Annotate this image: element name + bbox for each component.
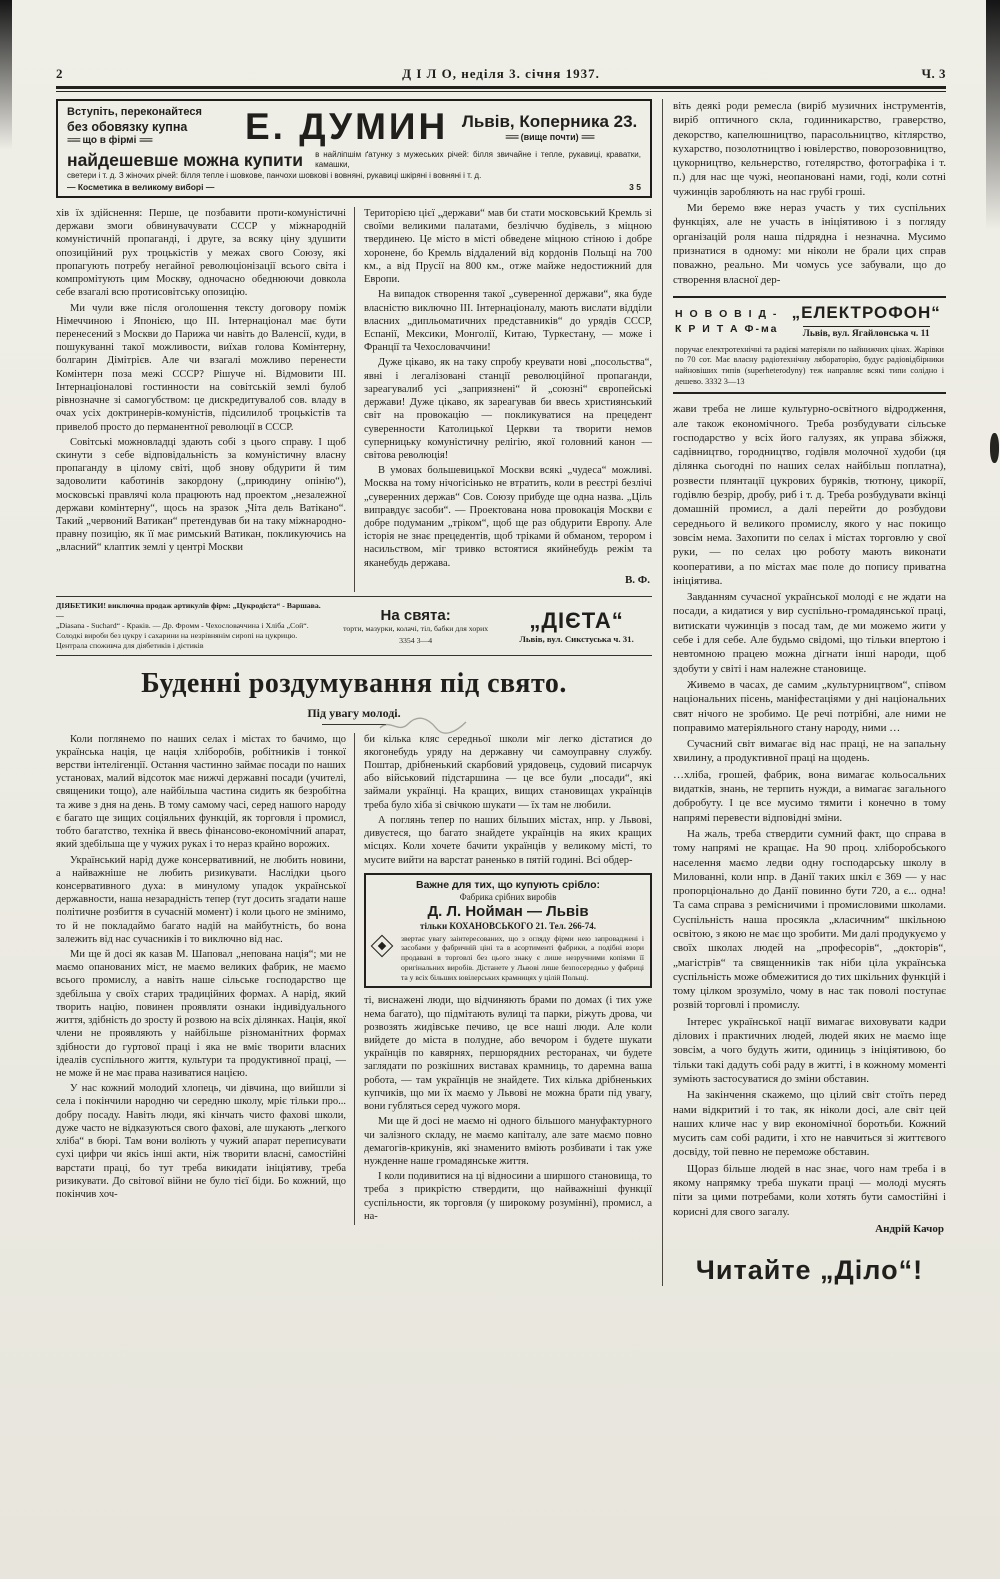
article2-column-2 bbox=[354, 733, 652, 1226]
ad-text: (вище почти) bbox=[520, 132, 579, 142]
dieta-ad-text bbox=[56, 601, 330, 652]
article-subtitle: Під увагу молоді. bbox=[307, 705, 401, 720]
dumyn-ad-slogan-row bbox=[67, 150, 641, 171]
article-paragraph: На жаль, треба ствердити сумний факт, що справа в тому напрямі не кращає. На 90 проц. хліборобського населення маємо ледви одну господарську школу в Милованні, коли нпр. в Данії таких шкіл є 369 — у нас пропорціонально до Данії повинно бути 720, а є... одна! Та сама справа з ремісничими і промисловими школами. Суспільність наша просякла „класичним“ шкільною освітою, з якою не має що зробити. Ми далі продукуємо у своїх школах людей на „професорів“, „докторів“, „магістрів“ та священників так ніби ціла українська суспільність може обмежитися до тих шкільних функцій і тому цілком зрозуміло, чому в нас так поволі поступає розвій торговлі і промислу. bbox=[673, 827, 946, 1012]
article-headline: Буденні роздумування під свято. bbox=[141, 667, 567, 699]
ad-address: Львів, Коперника 23. bbox=[461, 112, 638, 131]
ad-text: К Р И Т А Ф-ма bbox=[675, 322, 779, 335]
article-paragraph: би кілька кляс середньої школи міг легко дістатися до якогонебудь уряду на державну чи самоуправну службу. Поштар, дрібненький скарбовий урядовець, судовий писарчук або військовий підстаршина — це все були „посади“, які займали українці. На кращих, вищих становищах українців треба було хіба зі свічкою шукати — їх там не любили. bbox=[364, 733, 652, 811]
electrofon-ad-name-block bbox=[788, 303, 944, 341]
dieta-ad bbox=[56, 596, 652, 656]
dumyn-ad-bottom-row bbox=[67, 182, 641, 192]
scan-artifact bbox=[986, 0, 1000, 230]
ad-opened-label bbox=[675, 307, 778, 337]
ad-details: светери і т. д. З жіночих річей: білля тепле і шовкове, панчохи шовкові і вовняні, рукавиці шкіряні і вовняні і т. д. bbox=[67, 171, 482, 180]
ad-text: „Diasana - Suchard“ - Краків. — Др. Фромм - Чехословаччина і Хліба „Сой“. bbox=[56, 621, 309, 631]
rule-decor-icon: ≡≡≡ bbox=[139, 135, 152, 146]
electrofon-ad bbox=[673, 296, 946, 394]
article1-column-1 bbox=[56, 207, 354, 592]
ad-text: ДІЯБЕТИКИ! виключна продаж артикулів фірм: „Цукродієта“ - Варшава. — bbox=[56, 600, 321, 621]
firm-name: „ЕЛЕКТРОФОН“ bbox=[791, 302, 941, 322]
article-paragraph: Щораз більше людей в нас знає, чого нам треба і в якому напрямку треба шукати праці — молоді мусять піти за цими потребами, коли хотять бути самостійні і корисні для свого загалу. bbox=[673, 1162, 946, 1218]
ad-holidays-items: торти, мазурки, колачі, тіл, бабки для хорих bbox=[343, 624, 489, 634]
dumyn-ad-top-row bbox=[67, 106, 641, 148]
article-subtitle-block bbox=[56, 704, 652, 725]
article-paragraph: Інтерес української нації вимагає виховувати кадри ділових і практичних людей, людей яких не маємо іще зовсім, а чого будуть жити, одиниць з ініціятивою, бо тільки такі дадуть собі раду в житті, і в кожному моменті зуміють застосуватися до зміни обставин. bbox=[673, 1015, 946, 1085]
ad-text: звертає увагу заінтересованих, що з огляду фірми нею запроваджені і засобами у фабричній ціні та в асортименті фабрики, а подібні взори продавані в торговлі без цього знаку є лише незручними копіями її оригінальних виробів. Дістанете у Львові лише безпосередньо у фабриці та у всіх більших ювілерських крамницях у цілій Польщі. bbox=[401, 933, 644, 982]
scan-artifact bbox=[0, 0, 12, 150]
dieta-ad-name-block bbox=[501, 608, 652, 644]
article2-column-1 bbox=[56, 733, 354, 1226]
ad-subheading: Фабрика срібних виробів bbox=[459, 891, 557, 902]
ad-details: в найліпшім ґатунку з мужеських річей: білля звичайне і тепле, рукавиці, краватки, камашки, bbox=[315, 150, 641, 169]
article-paragraph: А поглянь тепер по наших більших містах, нпр. у Львові, дивуєтеся, що багато знайдете українців на яких кращих місцях. Коли хочете бачити українців у великому місті, то мусите вийти на варстат раненько в пятій годині. Всі обдер- bbox=[364, 814, 652, 866]
ad-address: Львів, вул. Сикстуська ч. 31. bbox=[519, 634, 634, 645]
page-number: 2 bbox=[56, 66, 63, 81]
article-paragraph: хів їх здійснення: Перше, це позбавити проти-комуністичні держави змоги обвинувачувати СССР у міжнародній комуністичній пропаганді, і друге, за всяку ціну здушити опозиційний рух троцькістів у межах свого Союзу, які пропагують потребу негайної революціонізації всього світа і компромітують цим Москву, одночасно обеднюючи довкола себе взагалі всю протисовітську опозицію. bbox=[56, 208, 346, 299]
article-paragraph: Коли поглянемо по наших селах і містах то бачимо, що українська нація, це нація хліборобів, робітників і тонкої верстви інтелігенції. Остання частинно займає посади по наших установах, малий відсоток має нижчі державні посади (учителі, священики тощо), але найбільша частина сидить як безробітна та живе з дня на день. В тому самому часі, серед нашого народу є багато ще зищих соціяльних функцій, як торговля і промисл, тобто багатство, техніка й ввесь фінансово-економічний апарат, який здебільша ще у чужих руках і то нераз крайно ворожих. bbox=[56, 733, 346, 851]
article-paragraph: У нас кожний молодий хлопець, чи дівчина, що вийшли зі села і покінчили народню чи середню школу, мріє тільки про... добру посаду. Навіть люди, які кінчать чисто фахові школи, дуже часто не відказуються свого фахові, але шукають „легкого хліба“ в бюрі. Там вони воліють у чужий апарат переписувати сухі цифри чи якісь інші акти, ніж творити власні, самостійні варстати праці, бо тут треба викидати ініціятиву, треба ризикувати. До світової війни не було тієї біди. Бо кожний, що покінчив хоч- bbox=[56, 1083, 346, 1200]
ad-heading: Важне для тих, що купують срібло: bbox=[415, 878, 600, 891]
neuman-ad-body-row bbox=[372, 934, 644, 983]
rule-decor-icon: ≡≡≡ bbox=[505, 132, 519, 142]
ad-address: Львів, вул. Ягайлонська ч. 11 bbox=[803, 326, 930, 339]
ad-text: Н О В О В І Д - bbox=[675, 307, 779, 320]
article2 bbox=[56, 733, 652, 1226]
article-paragraph: …хліба, грошей, фабрик, вона вимагає кольосальних видатків, знань, не терпить нужди, а вимагає загального добробуту. І це все мусимо тямити і конечно в тому напрямі перевести відповідні зміни. bbox=[673, 768, 946, 824]
article-paragraph: На закінчення скажемо, що цілий світ стоїть перед нами відкритий і то так, як ніколи досі, але світ цей наших кличе нас у вир економічної боротьби. Кожний мусить сам собі радити, і хто не навчиться зі життєвого досвіду, той певно не переможе обставин. bbox=[673, 1089, 946, 1159]
article-paragraph: Територією цієї „держави“ мав би стати московський Кремль зі своїми великими палатами, безліччю будівель, з міцною твердинею. Це місто в місті обведене міцною стіною і добре хоронене, бо Кремль віддалений від кордонів Польщі на 700 км., а від Прусії на 800 км., отже майже недостижний для Европи. bbox=[364, 208, 652, 286]
article-paragraph: Дуже цікаво, як на таку спробу креувати нові „посольства“, явні і легалізовані станції революційної пропаганди, зареагувалиб усі „заприязнені“ й „союзні“ європейські держави! Дуже цікаво, як зареагував би ввесь християнський світ на провокацію — покликуватися на прецедент суверенности Католицької Церкви та творити немов суперницьку комуністичну релігію, якої головний канон — світова революція! bbox=[364, 357, 652, 461]
article-paragraph: віть деякі роди ремесла (виріб музичних інструментів, виріб оптичного скла, годинникарство, граверство, декорство, капелюшництво, парасольництво, кітлярство, кухарство, позолотництво і ювілерство, поворозовництво, цукорництво, кельнерство, готелярство, фотографіка і т. п.) для нас ще чужі, неопановані нами, годі, коли сотні чужинців заробляють на нас грубі гроші. bbox=[673, 100, 946, 198]
page-body bbox=[56, 99, 946, 1286]
firm-name: Д. Л. Нойман — Львів bbox=[427, 902, 589, 920]
page-header bbox=[56, 66, 946, 82]
subtitle-rule bbox=[322, 724, 386, 725]
header-rule bbox=[56, 86, 946, 92]
dumyn-ad bbox=[56, 99, 652, 198]
neuman-ad bbox=[364, 873, 652, 989]
ad-text: що в фірмі bbox=[82, 135, 137, 147]
article1-column-2 bbox=[354, 207, 652, 592]
article-paragraph: Український нарід дуже консервативний, не любить новини, а найважніше не любить ризикувати. Наслідки цього консервативного духа: в минулому упадок української державности, наша незарадність тепер (тут досить згадати наше політичне розбиття в сучасній момент) і коли цього не змінимо, то й не покладаймо багато надій на майбутність, бо вона залежить від нас сучасників і то виключно від нас. bbox=[56, 854, 346, 945]
article-paragraph: В умовах большевицької Москви всякі „чудеса“ можливі. Москва на тому нічогісінько не втратить, коли в реєстрі безлічі „суверенних держав“ Сов. Союзу прибуде ще одна назва. „Ціль виправдує засоби“. — Проектована нова провокація Москви є добре подуманим „тріком“, щоб ще раз обдурити Европу. Але історія не знає прецедентів, щоб тріками й обманом, терором і насильством, міг тривко встоятися якийнебудь режім та яканебудь держава. bbox=[364, 465, 652, 569]
right-column bbox=[662, 99, 946, 1286]
article-paragraph: Живемо в часах, де самим „культурництвом“, співом національних пісень, маніфестаціями у дні національних свят нічого не зробимо. Це речі потрібні, але ними не поправимо матеріяльного стану народу, ними … bbox=[673, 678, 946, 734]
rule-decor-icon: ≡≡≡ bbox=[581, 132, 594, 142]
article-paragraph: На випадок створення такої „суверенної держави“, яка буде власністю виключно ІІІ. Інтернаціоналу, мають вислати відділи власних „дипльоматичних представників“ до урядів СССР, Еспанії, Мексики, Монголії, Китаю, Туркестану, — може і Франції та Чехословаччини! bbox=[364, 289, 652, 354]
ad-text: Вступіть, переконайтеся bbox=[67, 106, 202, 119]
masthead: Д І Л О, неділя 3. січня 1937. bbox=[402, 66, 600, 81]
ad-number: 3354 3—4 bbox=[399, 636, 433, 646]
dumyn-ad-intro bbox=[67, 106, 235, 148]
author-signature: Андрій Качор bbox=[875, 1222, 944, 1235]
article-paragraph: Завданням сучасної української молоді є не ждати на посади, а кидатися у вир суспільно-громадянської праці, витискати чужинців з посад там, де ми можемо жити у себе і для себе. Але будьмо свідомі, що тільки впертою і невтомною працею можна дігнати інші народи, щоб здобути у світі і нам належне становище. bbox=[673, 591, 946, 675]
ad-address: тільки КОХАНОВСЬКОГО 21. Тел. 266-74. bbox=[420, 920, 596, 931]
ad-text: поручає електротехнічні та радієві матеріяли по найнижчих цінах. Жарівки по 70 сот. Має власну радіотехнічну лябораторію, будує радіовідбірники найновіших типів (superheterodyny) теж направляє всякі типи солідно і дешево. 3332 3—13 bbox=[675, 344, 944, 386]
electrofon-ad-header bbox=[675, 303, 944, 341]
article-paragraph: жави треба не лише культурно-освітного відродження, але також економічного. Треба розбудувати сільське господарство у всіх його галузях, як управа збіжжя, садівництво, городництво, годівля молочної худоби (ця ділянка сьогодні по наших селах найбільш поплатна), розвести плянтації цукрових буряків, тютюну, цикорії, годівлю безрір, дробу, риб і т. д. Треба розбудувати вкінці домашній промисл, а далі перейти до розбудови середнього й великого промислу, якого у нас покищо зовсім нема. Захопити по селах і містах торговлю у свої руки, — по селах цю роботу мають виконати кооперативи, а по містах має поле до попису приватна ініціятива. bbox=[673, 403, 946, 587]
left-section bbox=[56, 99, 662, 1286]
read-dilo-slogan: Читайте „Діло“! bbox=[695, 1254, 924, 1285]
ad-text: Солодкі вироби без цукру і сахарини на незрівнянім сиропі на цукрицю. Централа споживча для діябетиків і дієтиків bbox=[56, 631, 298, 651]
article-paragraph: Ми ще й досі не маємо ні одного більшого мануфактурного чи залізного складу, не маємо капіталу, але зате маємо повно демагогів-крикунів, які знаменито вміють розбивати і так уже нужденне наше громадянське життя. bbox=[364, 1116, 652, 1167]
article-paragraph: ті, виснажені люди, що відчиняють брами по домах (і тих уже нема багато), що підмітають вулиці та парки, ріжуть дрова, чи розвозять жидівське печиво, це все наші люди. Але коли вийдете до міста в полудне, або вечором і будете шукати українців по кавярнях, першорядних ресторанах, чи будете заглядати по розкішних виставах крамниць, то даремна ваша робота, — там українців не знайдете. Тих кілька дрібненьких купчиків, що ми їх маємо у Львові не можна брати під увагу, вони губляться серед чужого моря. bbox=[364, 995, 652, 1113]
article-paragraph: Ми ще й досі як казав М. Шаповал „непована нація“; ми не маємо опанованих міст, не маємо великих фабрик, не маємо всього промислу, а навіть наше сільське господарство ще здебільша у своїх старих традиційних формах. А нарід, який творить націю, повинен проявляти ознаки індивідуального життя, здібність до зросту й розвою на всіх ділянках. Нація, якої члени не проявляють у найбільше різноманітних формах здібности до гуртової праці і яка не вміє творити власних ідеалів суспільного життя, культури та продуктивної праці, — не може й не має права називатися нацією. bbox=[56, 949, 346, 1079]
ad-address-note bbox=[458, 132, 641, 142]
ad-number: 3 5 bbox=[629, 182, 641, 192]
scan-artifact bbox=[990, 433, 999, 463]
article-paragraph: І коли подивитися на ці відносини а ширшого становища, то треба з прикрістю ствердити, що найважніші функції суспільности, як торговля (у широкому розумінні), промисл, а на- bbox=[364, 1171, 652, 1222]
article1 bbox=[56, 207, 652, 592]
rule-decor-icon: ≡≡≡ bbox=[67, 135, 80, 146]
ad-text bbox=[67, 135, 235, 148]
ad-text: без обовязку купна bbox=[67, 119, 188, 134]
ad-cosmetics: — Косметика в великому виборі — bbox=[67, 182, 215, 192]
ad-holidays-label: На свята: bbox=[380, 607, 451, 625]
article-paragraph: Сучасний світ вимагає від нас праці, не на запальну хвилину, а продуктивної праці на щодень. bbox=[673, 738, 946, 765]
ad-slogan: найдешевше можна купити bbox=[67, 150, 304, 170]
article-paragraph: Ми чули вже після оголошення тексту договору поміж Німеччиною і Японією, що ІІІ. Інтернаціонал має бути перенесений з Москви до Парижа чи навіть до Валенсії, куди, в пошукуванні такої можливости, виїхав голова Комінтерну, болгарин Дімітрієв. Але чи взагалі можливо перенести Комінтерн поза межі СССР? Рішуче ні. Відмовити ІІІ. Інтернаціоналові гостинности на совітській землі булоб рівнозначне зі самогубством: це дискредитувалоб сов. владу в очах усіх доктринерів-комуністів, підсилилоб троцькістів та привелоб просто до перманентної революції в СССР. bbox=[56, 302, 346, 433]
pencil-scribble bbox=[378, 714, 468, 736]
dieta-ad-holidays bbox=[338, 607, 493, 645]
article-paragraph: Ми беремо вже нераз участь у тих суспільних функціях, але не участь в ініціятивою і з погляду організацій роля наша підрядна і незначна. Мусимо признатися в одному: ми ніколи не брали цих справ поважно, реально. Ми чомусь усе забували, що до створення власної дер- bbox=[673, 202, 946, 286]
author-signature: В. Ф. bbox=[624, 573, 650, 586]
neuman-trademark-icon bbox=[371, 934, 394, 957]
article-paragraph: Совітські можновладці здають собі з цього справу. І щоб скинути з себе відповідальність за комуністичну власну пропаганду в цілому світі, щоб знову обдурити й тим задоволити каботинів закордону („приюдину опінію“), московські правлячі кола працюють над проектом „незалежної держави комінтерну“, щось на зразок „Чіта дель Ватікано“. Такий „червоний Ватикан“ претендував би на таку міжнародно-правну позицію, як її має римський Ватикан, покликуючись на „власний“ клаптик землі у центрі Москви bbox=[56, 436, 346, 554]
dumyn-ad-address bbox=[458, 112, 641, 142]
firm-name: Е. ДУМИН bbox=[245, 106, 449, 147]
firm-name: „ДІЄТА“ bbox=[529, 608, 624, 634]
issue-number: Ч. 3 bbox=[921, 66, 946, 81]
